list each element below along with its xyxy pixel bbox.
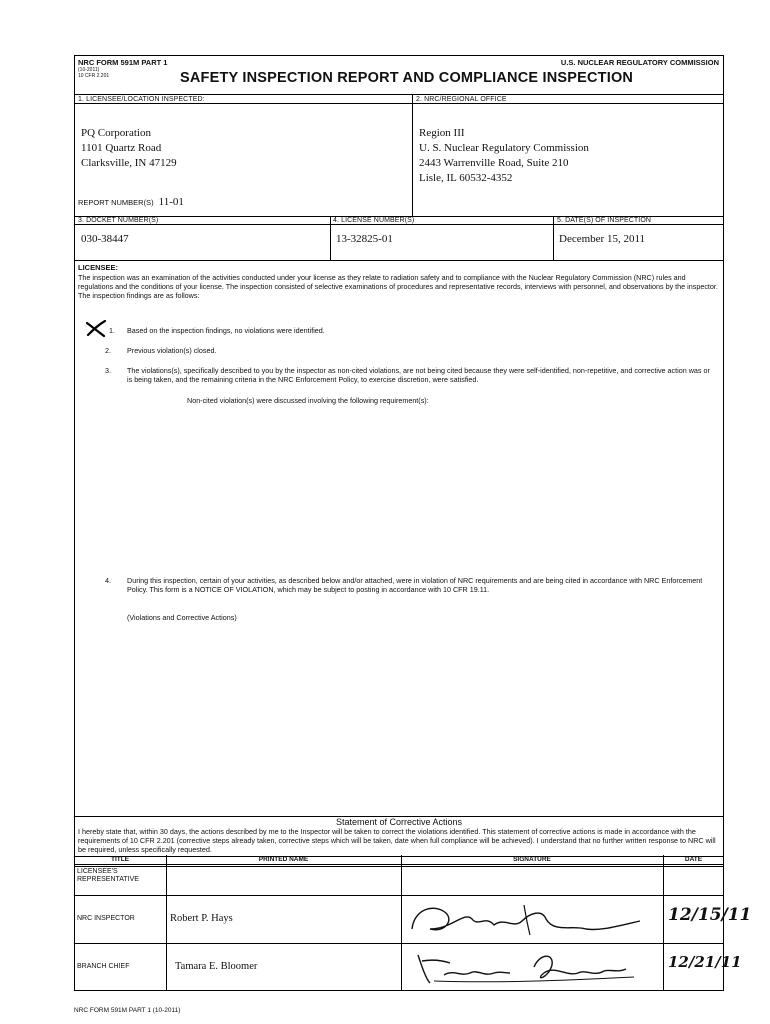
col-title: TITLE	[110, 856, 130, 863]
item-1-number: 1.	[109, 326, 115, 335]
office-region: Region III	[419, 127, 465, 139]
office-city: Lisle, IL 60532-4352	[419, 172, 513, 184]
item-4-text: During this inspection, certain of your activities, as described below and/or attached, were in violation of NRC requirements and are being cited in accordance with NRC Enforcement Policy. This form is a NOTICE OF VIOLATION, which may be subject to posting in accordance with 10 CFR 19.11.	[127, 576, 703, 594]
license-number: 13-32825-01	[336, 233, 393, 245]
item-3-number: 3.	[105, 366, 111, 375]
col-printed-name: PRINTED NAME	[258, 856, 309, 863]
divider	[166, 855, 167, 991]
report-number: 11-01	[158, 196, 184, 208]
branch-chief-date: 12/21/11	[668, 953, 742, 971]
signature-table	[74, 855, 752, 1005]
report-number-label: REPORT NUMBER(S)	[78, 198, 154, 207]
branch-chief-signature	[404, 947, 654, 987]
report-number-row	[78, 196, 184, 208]
item-2-text: Previous violation(s) closed.	[127, 346, 217, 355]
row-branch-chief-title: BRANCH CHIEF	[77, 963, 130, 970]
divider	[74, 895, 724, 896]
license-label: 4. LICENSE NUMBER(S)	[333, 217, 415, 224]
statement-text: I hereby state that, within 30 days, the actions described by me to the Inspector will be taken to correct the violations identified. This statement of corrective actions is made in accordance with the requirements of 10 CFR 2.201 (corrective steps already taken, corrective steps which will be taken, date when full compliance will be achieved). I understand that no further written response to NRC will be required, unless specifically requested.	[78, 827, 716, 854]
licensee-label: 1. LICENSEE/LOCATION INSPECTED:	[78, 96, 205, 103]
item-2-number: 2.	[105, 346, 111, 355]
divider	[401, 855, 402, 991]
divider	[663, 855, 664, 991]
statement-heading: Statement of Corrective Actions	[335, 817, 463, 827]
office-agency: U. S. Nuclear Regulatory Commission	[419, 142, 589, 154]
office-label: 2. NRC/REGIONAL OFFICE	[416, 96, 507, 103]
licensee-city: Clarksville, IN 47129	[81, 157, 177, 169]
divider	[75, 260, 723, 261]
licensee-heading: LICENSEE:	[78, 263, 119, 272]
divider	[74, 943, 724, 944]
item-1-text: Based on the inspection findings, no violations were identified.	[127, 326, 325, 335]
office-street: 2443 Warrenville Road, Suite 210	[419, 157, 569, 169]
row-licensee-title: LICENSEE'S REPRESENTATIVE	[77, 868, 139, 883]
branch-chief-name: Tamara E. Bloomer	[175, 961, 258, 972]
inspection-form	[74, 55, 724, 867]
docket-number: 030-38447	[81, 233, 129, 245]
docket-label: 3. DOCKET NUMBER(S)	[78, 217, 159, 224]
divider	[75, 103, 412, 104]
divider	[330, 216, 331, 260]
cfr-reference: 10 CFR 2.201	[78, 73, 110, 79]
office-address	[419, 126, 589, 186]
check-mark-icon	[85, 320, 107, 338]
licensee-address	[81, 126, 177, 171]
form-header	[75, 56, 723, 95]
form-date: (10-2011)	[78, 67, 100, 73]
inspector-date: 12/15/11	[668, 905, 752, 925]
licensee-street: 1101 Quartz Road	[81, 142, 162, 154]
row-inspector-title: NRC INSPECTOR	[77, 915, 135, 922]
item-3-text: The violations(s), specifically described to you by the inspector as non-cited violations, are not being cited because they were self-identified, non-repetitive, and corrective action was or is being taken, and the remaining criteria in the NRC Enforcement Policy, to exercise discretion, were satisfied.	[127, 366, 710, 384]
divider	[75, 224, 723, 225]
col-date: DATE	[684, 856, 703, 863]
inspector-name: Robert P. Hays	[170, 913, 233, 924]
inspection-date: December 15, 2011	[559, 233, 646, 245]
inspection-date-label: 5. DATE(S) OF INSPECTION	[557, 217, 652, 224]
divider	[553, 216, 554, 260]
divider	[412, 94, 413, 216]
inspector-signature	[404, 899, 654, 939]
col-signature: SIGNATURE	[513, 856, 551, 863]
agency-name: U.S. NUCLEAR REGULATORY COMMISSION	[560, 58, 719, 67]
form-id: NRC FORM 591M PART 1	[78, 58, 168, 67]
divider	[412, 103, 723, 104]
intro-paragraph: The inspection was an examination of the activities conducted under your license as they relate to radiation safety and to compliance with the Nuclear Regulatory Commission (NRC) rules and regulations and the conditions of your license. The inspection consisted of selective examinations of procedures and representative records, interviews with personnel, and observations by the inspector. The inspection findings are as follows:	[78, 273, 718, 300]
page-title: SAFETY INSPECTION REPORT AND COMPLIANCE INSPECTION	[180, 70, 634, 86]
form-footer: NRC FORM 591M PART 1 (10-2011)	[74, 1007, 181, 1014]
licensee-name: PQ Corporation	[81, 127, 151, 139]
item-4-number: 4.	[105, 576, 111, 585]
item-4-subtext: (Violations and Corrective Actions)	[127, 613, 237, 622]
item-3-subtext: Non-cited violation(s) were discussed involving the following requirement(s):	[187, 396, 429, 405]
